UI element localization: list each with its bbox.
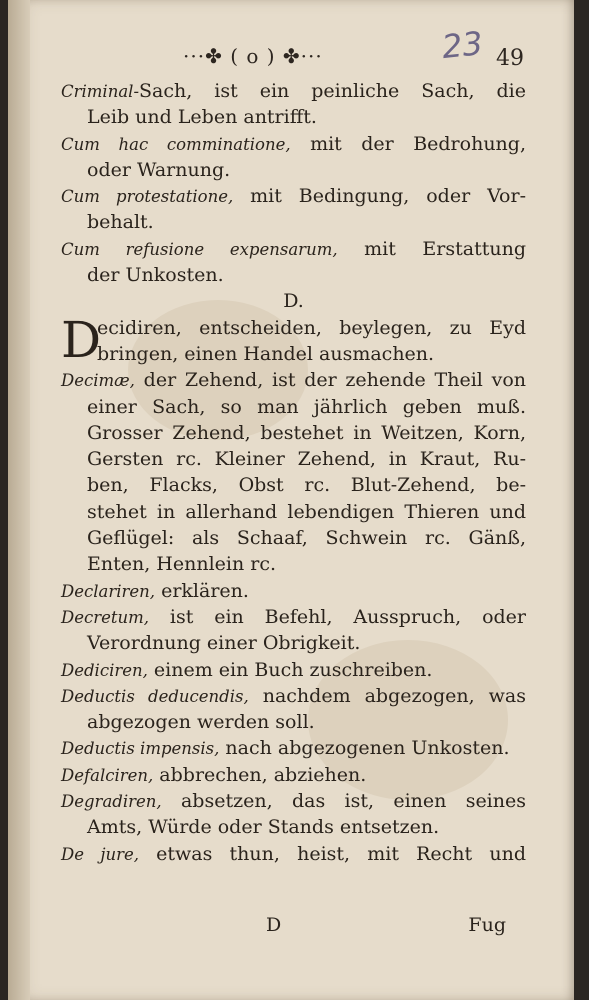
text-line: der Unkosten. (87, 264, 224, 287)
text-line: Dediciren, einem ein Buch zuschreiben. (61, 658, 433, 681)
text-line: ecidiren, entscheiden, beylegen, zu Eyd (97, 316, 526, 339)
drop-capital: D (61, 310, 102, 369)
text-line: stehet in allerhand lebendigen Thieren und (87, 500, 526, 523)
text-line: Amts, Würde oder Stands entsetzen. (87, 816, 440, 839)
dropcap-entry (61, 310, 526, 369)
text-line: Geflügel: als Schaaf, Schwein rc. Gänß, (87, 527, 526, 550)
page-body (61, 78, 526, 936)
text-line: Deductis deducendis, nachdem abgezogen, was (61, 684, 526, 707)
text-line: Degradiren, absetzen, das ist, einen seines (61, 790, 526, 813)
text-line: Deductis impensis, nach abgezogenen Unkosten. (61, 737, 510, 760)
book-page (8, 0, 574, 1000)
text-line: bringen, einen Handel ausmachen. (97, 342, 435, 365)
text-line: Criminal-Sach, ist ein peinliche Sach, die (61, 80, 526, 102)
signature-mark: D (266, 914, 282, 936)
text-line: Decimæ, der Zehend, ist der zehende Theil von (61, 369, 526, 392)
text-line: Grosser Zehend, bestehet in Weitzen, Korn, (87, 421, 526, 444)
text-line: Defalciren, abbrechen, abziehen. (61, 763, 367, 786)
header-ornament: ···✤ ( o ) ✤··· (183, 44, 323, 68)
text-line: einer Sach, so man jährlich geben muß. (87, 395, 526, 418)
catchword: Fug (468, 914, 506, 936)
text-line: Verordnung einer Obrigkeit. (87, 632, 361, 655)
handwritten-page-number: 23 (440, 23, 485, 67)
text-line: Decretum, ist ein Befehl, Ausspruch, oder (61, 605, 526, 628)
page-footer (61, 914, 526, 940)
text-line: Gersten rc. Kleiner Zehend, in Kraut, Ru- (87, 448, 526, 471)
text-line: Declariren, erklären. (61, 579, 249, 602)
section-heading: D. (283, 290, 304, 313)
text-line: Leib und Leben antrifft. (87, 106, 317, 129)
page-gutter (8, 0, 30, 1000)
page-header (8, 23, 574, 76)
text-line: Cum hac comminatione, mit der Bedrohung, (61, 132, 526, 155)
text-line: oder Warnung. (87, 158, 231, 181)
text-line: Enten, Hennlein rc. (87, 553, 277, 576)
text-line: abgezogen werden soll. (87, 711, 315, 734)
text-line: behalt. (87, 211, 154, 234)
text-line: ben, Flacks, Obst rc. Blut-Zehend, be- (87, 474, 526, 497)
text-line: De jure, etwas thun, heist, mit Recht und (61, 842, 526, 865)
text-line: Cum protestatione, mit Bedingung, oder Vor- (61, 185, 526, 208)
text-line: Cum refusione expensarum, mit Erstattung (61, 237, 526, 260)
page-number: 49 (496, 46, 524, 71)
